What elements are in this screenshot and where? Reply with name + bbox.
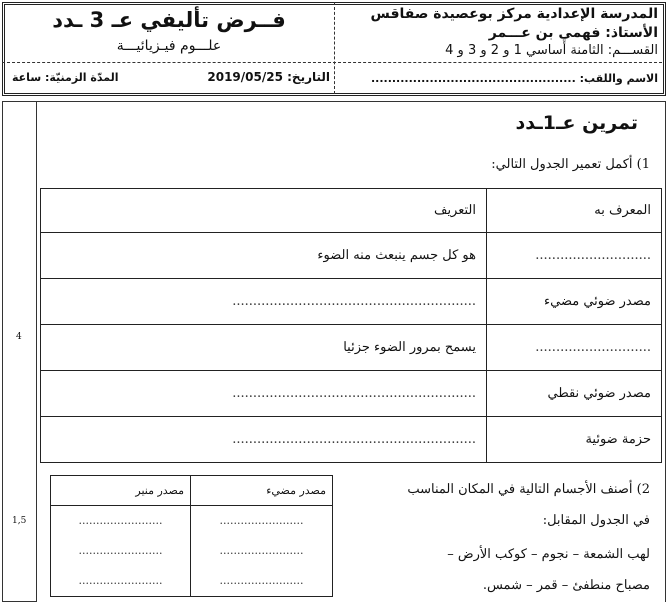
blank-line[interactable]: ........................ <box>219 514 304 527</box>
question-2-line-1: 2) أصنف الأجسام التالية في المكان المناسب <box>407 482 650 497</box>
score-margin <box>2 101 37 602</box>
header-definition: التعريف <box>41 189 487 233</box>
header-divider-horizontal <box>2 62 662 63</box>
header-divider-vertical <box>334 2 335 94</box>
classification-table <box>50 475 333 597</box>
table-header-row <box>41 189 662 233</box>
header-luminous: مصدر مضيء <box>191 476 333 506</box>
name-field-label[interactable]: الاسم واللقب: ................................................. <box>370 72 658 85</box>
cell-illuminated[interactable] <box>51 506 191 597</box>
header-illuminated: مصدر منير <box>51 476 191 506</box>
class-info: القســـم: الثامنة أساسي 1 و 2 و 3 و 4 <box>445 43 658 58</box>
header-defined: المعرف به <box>487 189 662 233</box>
cell-luminous[interactable] <box>191 506 333 597</box>
score-q1: 4 <box>16 332 22 342</box>
table-row <box>41 325 662 371</box>
exam-date: التاريخ: 2019/05/25 <box>207 70 330 84</box>
cell-term[interactable]: ............................ <box>487 233 662 279</box>
table-row <box>41 417 662 463</box>
cell-term: مصدر ضوئي مضيء <box>487 279 662 325</box>
question-1: 1) أكمل تعمير الجدول التالي: <box>491 157 650 172</box>
cell-term[interactable]: ............................ <box>487 325 662 371</box>
score-q2: 1,5 <box>12 516 27 526</box>
table-row <box>41 233 662 279</box>
question-2-line-2: في الجدول المقابل: <box>542 513 650 528</box>
subject: علـــوم فيـزيائيـــة <box>116 38 222 54</box>
blank-line[interactable]: ........................ <box>219 574 304 587</box>
cell-definition[interactable]: ........................................................... <box>41 279 487 325</box>
table-row <box>41 371 662 417</box>
question-2-line-3: لهب الشمعة – نجوم – كوكب الأرض – <box>447 547 650 562</box>
exam-title: فــرض تأليفي عـ 3 ـدد <box>52 8 286 32</box>
cell-definition[interactable]: ........................................................... <box>41 417 487 463</box>
definitions-table <box>40 188 662 463</box>
blank-line[interactable]: ........................ <box>78 544 163 557</box>
cell-definition[interactable]: ........................................................... <box>41 371 487 417</box>
blank-line[interactable]: ........................ <box>219 544 304 557</box>
exam-duration: المدّة الزمنيّة: ساعة <box>12 71 119 84</box>
exercise-title: تمرين عـ1ـدد <box>515 112 638 134</box>
cell-definition: هو كل جسم ينبعث منه الضوء <box>41 233 487 279</box>
cell-term: حزمة ضوئية <box>487 417 662 463</box>
table-row <box>41 279 662 325</box>
table-body-row <box>51 506 333 597</box>
blank-line[interactable]: ........................ <box>78 574 163 587</box>
question-2-line-4: مصباح منطفئ – قمر – شمس. <box>482 578 650 593</box>
blank-line[interactable]: ........................ <box>78 514 163 527</box>
teacher-name: الأستاذ: فهمي بن عـــمر <box>488 25 658 41</box>
cell-term: مصدر ضوئي نقطي <box>487 371 662 417</box>
cell-definition: يسمح بمرور الضوء جزئيا <box>41 325 487 371</box>
school-name: المدرسة الإعدادية مركز بوعصيدة صفاقس <box>370 6 658 22</box>
table-header-row <box>51 476 333 506</box>
